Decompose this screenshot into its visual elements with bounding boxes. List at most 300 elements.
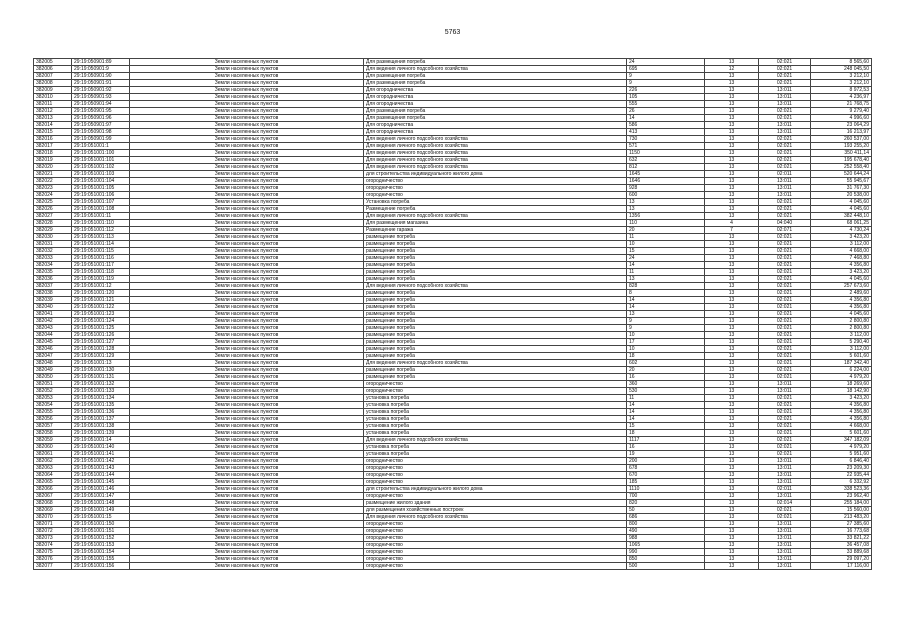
area-cell: 850 bbox=[627, 556, 705, 563]
cadastral-number-cell: 29:19:051001:110 bbox=[72, 220, 130, 227]
permitted-use-cell: Для ведения личного подсобного хозяйства bbox=[364, 437, 627, 444]
area-cell: 1110 bbox=[627, 486, 705, 493]
zone-cell: 13 bbox=[705, 80, 759, 87]
row-number-cell: 382014 bbox=[34, 122, 72, 129]
permitted-use-cell: Для размещения погреба bbox=[364, 73, 627, 80]
land-category-cell: Земли населенных пунктов bbox=[130, 542, 364, 549]
land-category-cell: Земли населенных пунктов bbox=[130, 430, 364, 437]
permitted-use-cell: размещение погреба bbox=[364, 297, 627, 304]
row-number-cell: 382023 bbox=[34, 185, 72, 192]
cadastral-number-cell: 29:19:051001:142 bbox=[72, 458, 130, 465]
land-category-cell: Земли населенных пунктов bbox=[130, 73, 364, 80]
cadastral-number-cell: 29:19:051001:139 bbox=[72, 430, 130, 437]
land-category-cell: Земли населенных пунктов bbox=[130, 360, 364, 367]
table-row bbox=[34, 220, 872, 227]
use-code-cell: 02:021 bbox=[759, 108, 811, 115]
area-cell: 10 bbox=[627, 346, 705, 353]
cadastral-number-cell: 29:19:051001:102 bbox=[72, 164, 130, 171]
permitted-use-cell: Для размещения погреба bbox=[364, 115, 627, 122]
area-cell: 1646 bbox=[627, 178, 705, 185]
use-code-cell: 02:021 bbox=[759, 507, 811, 514]
use-code-cell: 13:011 bbox=[759, 528, 811, 535]
use-code-cell: 13:011 bbox=[759, 465, 811, 472]
cadastral-value-cell: 257 673,60 bbox=[811, 283, 872, 290]
table-row bbox=[34, 136, 872, 143]
cadastral-value-cell: 6 846,40 bbox=[811, 458, 872, 465]
table-row bbox=[34, 248, 872, 255]
land-category-cell: Земли населенных пунктов bbox=[130, 129, 364, 136]
permitted-use-cell: огородничество bbox=[364, 479, 627, 486]
land-category-cell: Земли населенных пунктов bbox=[130, 122, 364, 129]
zone-cell: 13 bbox=[705, 192, 759, 199]
land-category-cell: Земли населенных пунктов bbox=[130, 388, 364, 395]
cadastral-number-cell: 29:19:051001:152 bbox=[72, 535, 130, 542]
cadastral-value-cell: 4 045,60 bbox=[811, 199, 872, 206]
area-cell: 8 bbox=[627, 290, 705, 297]
zone-cell: 13 bbox=[705, 248, 759, 255]
row-number-cell: 382043 bbox=[34, 325, 72, 332]
use-code-cell: 02:021 bbox=[759, 241, 811, 248]
table-row bbox=[34, 437, 872, 444]
zone-cell: 13 bbox=[705, 486, 759, 493]
permitted-use-cell: огородничество bbox=[364, 535, 627, 542]
row-number-cell: 382034 bbox=[34, 262, 72, 269]
cadastral-number-cell: 29:19:051001:125 bbox=[72, 325, 130, 332]
cadastral-value-cell: 187 342,40 bbox=[811, 360, 872, 367]
page-number: 5763 bbox=[444, 29, 461, 36]
table-row bbox=[34, 507, 872, 514]
zone-cell: 13 bbox=[705, 178, 759, 185]
land-category-cell: Земли населенных пунктов bbox=[130, 150, 364, 157]
land-category-cell: Земли населенных пунктов bbox=[130, 500, 364, 507]
zone-cell: 13 bbox=[705, 500, 759, 507]
cadastral-value-cell: 4 356,80 bbox=[811, 402, 872, 409]
permitted-use-cell: Для ведения личного подсобного хозяйства bbox=[364, 213, 627, 220]
zone-cell: 13 bbox=[705, 150, 759, 157]
area-cell: 1117 bbox=[627, 437, 705, 444]
permitted-use-cell: установка погреба bbox=[364, 395, 627, 402]
use-code-cell: 13:011 bbox=[759, 535, 811, 542]
cadastral-value-cell: 255 184,00 bbox=[811, 500, 872, 507]
use-code-cell: 02:021 bbox=[759, 59, 811, 66]
cadastral-number-cell: 29:19:051001:133 bbox=[72, 388, 130, 395]
table-row bbox=[34, 381, 872, 388]
cadastral-number-cell: 29:19:051001:127 bbox=[72, 339, 130, 346]
cadastral-number-cell: 29:19:051001:119 bbox=[72, 276, 130, 283]
area-cell: 1356 bbox=[627, 213, 705, 220]
table-row bbox=[34, 241, 872, 248]
row-number-cell: 382063 bbox=[34, 465, 72, 472]
table-row bbox=[34, 178, 872, 185]
table-row bbox=[34, 143, 872, 150]
area-cell: 10 bbox=[627, 332, 705, 339]
cadastral-number-cell: 29:19:050901:92 bbox=[72, 87, 130, 94]
table-row bbox=[34, 59, 872, 66]
cadastral-value-cell: 18 142,90 bbox=[811, 388, 872, 395]
land-category-cell: Земли населенных пунктов bbox=[130, 66, 364, 73]
row-number-cell: 382031 bbox=[34, 241, 72, 248]
land-category-cell: Земли населенных пунктов bbox=[130, 437, 364, 444]
cadastral-number-cell: 29:19:051001:117 bbox=[72, 262, 130, 269]
area-cell: 1150 bbox=[627, 150, 705, 157]
land-category-cell: Земли населенных пунктов bbox=[130, 381, 364, 388]
cadastral-value-cell: 6 332,92 bbox=[811, 479, 872, 486]
land-category-cell: Земли населенных пунктов bbox=[130, 444, 364, 451]
table-row bbox=[34, 206, 872, 213]
permitted-use-cell: установка погреба bbox=[364, 451, 627, 458]
cadastral-value-cell: 3 212,10 bbox=[811, 80, 872, 87]
zone-cell: 13 bbox=[705, 311, 759, 318]
use-code-cell: 13:011 bbox=[759, 185, 811, 192]
use-code-cell: 02:021 bbox=[759, 374, 811, 381]
land-category-cell: Земли населенных пунктов bbox=[130, 157, 364, 164]
land-category-cell: Земли населенных пунктов bbox=[130, 318, 364, 325]
cadastral-value-cell: 520 644,24 bbox=[811, 171, 872, 178]
row-number-cell: 382067 bbox=[34, 493, 72, 500]
land-category-cell: Земли населенных пунктов bbox=[130, 80, 364, 87]
cadastral-value-cell: 17 116,00 bbox=[811, 563, 872, 570]
permitted-use-cell: размещение погреба bbox=[364, 311, 627, 318]
use-code-cell: 02:021 bbox=[759, 444, 811, 451]
permitted-use-cell: Для ведения личного подсобного хозяйства bbox=[364, 164, 627, 171]
cadastral-value-cell: 23 962,40 bbox=[811, 493, 872, 500]
use-code-cell: 13:011 bbox=[759, 458, 811, 465]
table-row bbox=[34, 227, 872, 234]
row-number-cell: 382064 bbox=[34, 472, 72, 479]
cadastral-number-cell: 29:19:050901:97 bbox=[72, 122, 130, 129]
cadastral-value-cell: 4 356,80 bbox=[811, 416, 872, 423]
cadastral-value-cell: 4 996,60 bbox=[811, 115, 872, 122]
permitted-use-cell: огородничество bbox=[364, 549, 627, 556]
cadastral-number-cell: 29:19:051001:103 bbox=[72, 171, 130, 178]
cadastral-number-cell: 29:19:051001:155 bbox=[72, 556, 130, 563]
use-code-cell: 02:021 bbox=[759, 276, 811, 283]
zone-cell: 13 bbox=[705, 374, 759, 381]
row-number-cell: 382050 bbox=[34, 374, 72, 381]
land-category-cell: Земли населенных пунктов bbox=[130, 164, 364, 171]
use-code-cell: 02:011 bbox=[759, 486, 811, 493]
cadastral-number-cell: 29:19:051001:136 bbox=[72, 409, 130, 416]
use-code-cell: 02:021 bbox=[759, 262, 811, 269]
use-code-cell: 13:011 bbox=[759, 556, 811, 563]
land-category-cell: Земли населенных пунктов bbox=[130, 332, 364, 339]
cadastral-value-cell: 347 182,09 bbox=[811, 437, 872, 444]
permitted-use-cell: Для огородничества bbox=[364, 94, 627, 101]
use-code-cell: 02:021 bbox=[759, 416, 811, 423]
zone-cell: 13 bbox=[705, 472, 759, 479]
cadastral-value-cell: 4 356,80 bbox=[811, 304, 872, 311]
zone-cell: 13 bbox=[705, 458, 759, 465]
permitted-use-cell: огородничество bbox=[364, 528, 627, 535]
table-row bbox=[34, 528, 872, 535]
row-number-cell: 382070 bbox=[34, 514, 72, 521]
land-category-cell: Земли населенных пунктов bbox=[130, 262, 364, 269]
row-number-cell: 382028 bbox=[34, 220, 72, 227]
cadastral-number-cell: 29:19:051001:13 bbox=[72, 360, 130, 367]
cadastral-value-cell: 29 097,20 bbox=[811, 556, 872, 563]
zone-cell: 13 bbox=[705, 276, 759, 283]
permitted-use-cell: размещение погреба bbox=[364, 374, 627, 381]
row-number-cell: 382005 bbox=[34, 59, 72, 66]
area-cell: 1645 bbox=[627, 171, 705, 178]
land-category-cell: Земли населенных пунктов bbox=[130, 353, 364, 360]
cadastral-number-cell: 29:19:051001:100 bbox=[72, 150, 130, 157]
zone-cell: 13 bbox=[705, 143, 759, 150]
table-row bbox=[34, 122, 872, 129]
permitted-use-cell: огородничество bbox=[364, 381, 627, 388]
table-row bbox=[34, 556, 872, 563]
table-row bbox=[34, 87, 872, 94]
cadastral-value-cell: 4 668,00 bbox=[811, 423, 872, 430]
cadastral-value-cell: 15 560,00 bbox=[811, 507, 872, 514]
cadastral-number-cell: 29:19:051001:1 bbox=[72, 143, 130, 150]
row-number-cell: 382035 bbox=[34, 269, 72, 276]
use-code-cell: 02:021 bbox=[759, 430, 811, 437]
cadastral-value-cell: 3 112,00 bbox=[811, 241, 872, 248]
table-row bbox=[34, 192, 872, 199]
area-cell: 185 bbox=[627, 479, 705, 486]
land-category-cell: Земли населенных пунктов bbox=[130, 255, 364, 262]
land-category-cell: Земли населенных пунктов bbox=[130, 549, 364, 556]
use-code-cell: 02:021 bbox=[759, 143, 811, 150]
use-code-cell: 02:021 bbox=[759, 304, 811, 311]
permitted-use-cell: Для ведения личного подсобного хозяйства bbox=[364, 136, 627, 143]
table-body bbox=[34, 59, 872, 570]
row-number-cell: 382018 bbox=[34, 150, 72, 157]
land-category-cell: Земли населенных пунктов bbox=[130, 402, 364, 409]
use-code-cell: 02:021 bbox=[759, 66, 811, 73]
area-cell: 730 bbox=[627, 136, 705, 143]
area-cell: 24 bbox=[627, 59, 705, 66]
zone-cell: 13 bbox=[705, 241, 759, 248]
table-row bbox=[34, 157, 872, 164]
permitted-use-cell: для строительства индивидуального жилого дома bbox=[364, 486, 627, 493]
permitted-use-cell: Размещение гаража bbox=[364, 227, 627, 234]
permitted-use-cell: Для ведения личного подсобного хозяйства bbox=[364, 283, 627, 290]
use-code-cell: 02:021 bbox=[759, 311, 811, 318]
table-row bbox=[34, 367, 872, 374]
table-row bbox=[34, 451, 872, 458]
use-code-cell: 13:011 bbox=[759, 493, 811, 500]
area-cell: 812 bbox=[627, 164, 705, 171]
area-cell: 360 bbox=[627, 381, 705, 388]
use-code-cell: 04:040 bbox=[759, 220, 811, 227]
use-code-cell: 02:021 bbox=[759, 255, 811, 262]
zone-cell: 13 bbox=[705, 395, 759, 402]
table-row bbox=[34, 213, 872, 220]
area-cell: 26 bbox=[627, 108, 705, 115]
row-number-cell: 382040 bbox=[34, 304, 72, 311]
row-number-cell: 382012 bbox=[34, 108, 72, 115]
land-category-cell: Земли населенных пунктов bbox=[130, 521, 364, 528]
area-cell: 14 bbox=[627, 262, 705, 269]
cadastral-value-cell: 6 224,00 bbox=[811, 367, 872, 374]
permitted-use-cell: размещение погреба bbox=[364, 325, 627, 332]
area-cell: 555 bbox=[627, 101, 705, 108]
table-row bbox=[34, 66, 872, 73]
area-cell: 14 bbox=[627, 402, 705, 409]
permitted-use-cell: Для ведения личного подсобного хозяйства bbox=[364, 150, 627, 157]
cadastral-value-cell: 5 601,60 bbox=[811, 430, 872, 437]
permitted-use-cell: установка погреба bbox=[364, 423, 627, 430]
land-category-cell: Земли населенных пунктов bbox=[130, 290, 364, 297]
permitted-use-cell: размещение жилого здания bbox=[364, 500, 627, 507]
row-number-cell: 382065 bbox=[34, 479, 72, 486]
row-number-cell: 382013 bbox=[34, 115, 72, 122]
permitted-use-cell: размещение погреба bbox=[364, 255, 627, 262]
area-cell: 530 bbox=[627, 388, 705, 395]
use-code-cell: 02:021 bbox=[759, 283, 811, 290]
land-category-cell: Земли населенных пунктов bbox=[130, 311, 364, 318]
row-number-cell: 382032 bbox=[34, 248, 72, 255]
permitted-use-cell: Для огородничества bbox=[364, 129, 627, 136]
cadastral-number-cell: 29:19:051001:131 bbox=[72, 374, 130, 381]
permitted-use-cell: размещение погреба bbox=[364, 332, 627, 339]
table-row bbox=[34, 290, 872, 297]
table-row bbox=[34, 171, 872, 178]
cadastral-number-cell: 29:19:051001:151 bbox=[72, 528, 130, 535]
area-cell: 9 bbox=[627, 73, 705, 80]
land-category-cell: Земли населенных пунктов bbox=[130, 472, 364, 479]
use-code-cell: 02:021 bbox=[759, 332, 811, 339]
cadastral-value-cell: 23 209,30 bbox=[811, 465, 872, 472]
zone-cell: 13 bbox=[705, 325, 759, 332]
permitted-use-cell: огородничество bbox=[364, 458, 627, 465]
land-category-cell: Земли населенных пунктов bbox=[130, 199, 364, 206]
zone-cell: 13 bbox=[705, 430, 759, 437]
land-category-cell: Земли населенных пунктов bbox=[130, 325, 364, 332]
row-number-cell: 382055 bbox=[34, 409, 72, 416]
row-number-cell: 382027 bbox=[34, 213, 72, 220]
land-category-cell: Земли населенных пунктов bbox=[130, 115, 364, 122]
table-row bbox=[34, 115, 872, 122]
table-row bbox=[34, 108, 872, 115]
cadastral-number-cell: 29:19:051001:145 bbox=[72, 479, 130, 486]
row-number-cell: 382047 bbox=[34, 353, 72, 360]
permitted-use-cell: Для размещения погреба bbox=[364, 108, 627, 115]
cadastral-number-cell: 29:19:050901:94 bbox=[72, 101, 130, 108]
permitted-use-cell: Для размещения погреба bbox=[364, 59, 627, 66]
cadastral-number-cell: 29:19:051001:138 bbox=[72, 423, 130, 430]
table-row bbox=[34, 199, 872, 206]
zone-cell: 13 bbox=[705, 255, 759, 262]
area-cell: 602 bbox=[627, 360, 705, 367]
row-number-cell: 382060 bbox=[34, 444, 72, 451]
cadastral-number-cell: 29:19:051001:12 bbox=[72, 283, 130, 290]
permitted-use-cell: размещение погреба bbox=[364, 262, 627, 269]
land-category-cell: Земли населенных пунктов bbox=[130, 59, 364, 66]
zone-cell: 13 bbox=[705, 157, 759, 164]
permitted-use-cell: огородничество bbox=[364, 493, 627, 500]
land-category-cell: Земли населенных пунктов bbox=[130, 395, 364, 402]
table-row bbox=[34, 101, 872, 108]
table-row bbox=[34, 262, 872, 269]
use-code-cell: 02:021 bbox=[759, 423, 811, 430]
permitted-use-cell: Для огородничества bbox=[364, 122, 627, 129]
row-number-cell: 382029 bbox=[34, 227, 72, 234]
area-cell: 700 bbox=[627, 493, 705, 500]
area-cell: 800 bbox=[627, 521, 705, 528]
cadastral-value-cell: 31 767,30 bbox=[811, 185, 872, 192]
land-category-cell: Земли населенных пунктов bbox=[130, 269, 364, 276]
use-code-cell: 02:021 bbox=[759, 213, 811, 220]
cadastral-number-cell: 29:19:051001:147 bbox=[72, 493, 130, 500]
zone-cell: 13 bbox=[705, 479, 759, 486]
use-code-cell: 13:011 bbox=[759, 472, 811, 479]
table-row bbox=[34, 423, 872, 430]
table-row bbox=[34, 269, 872, 276]
use-code-cell: 13:011 bbox=[759, 381, 811, 388]
land-category-cell: Земли населенных пунктов bbox=[130, 367, 364, 374]
zone-cell: 13 bbox=[705, 59, 759, 66]
use-code-cell: 02:021 bbox=[759, 150, 811, 157]
cadastral-value-cell: 4 668,00 bbox=[811, 248, 872, 255]
cadastral-number-cell: 29:19:050901:89 bbox=[72, 59, 130, 66]
permitted-use-cell: огородничество bbox=[364, 185, 627, 192]
area-cell: 13 bbox=[627, 206, 705, 213]
use-code-cell: 02:021 bbox=[759, 318, 811, 325]
land-category-cell: Земли населенных пунктов bbox=[130, 339, 364, 346]
permitted-use-cell: Для ведения личного подсобного хозяйства bbox=[364, 514, 627, 521]
cadastral-number-cell: 29:19:051001:116 bbox=[72, 255, 130, 262]
table-row bbox=[34, 129, 872, 136]
zone-cell: 13 bbox=[705, 402, 759, 409]
table-row bbox=[34, 360, 872, 367]
row-number-cell: 382038 bbox=[34, 290, 72, 297]
table-row bbox=[34, 479, 872, 486]
cadastral-value-cell: 20 538,00 bbox=[811, 192, 872, 199]
row-number-cell: 382068 bbox=[34, 500, 72, 507]
zone-cell: 13 bbox=[705, 521, 759, 528]
row-number-cell: 382019 bbox=[34, 157, 72, 164]
cadastral-value-cell: 3 112,00 bbox=[811, 332, 872, 339]
land-category-cell: Земли населенных пунктов bbox=[130, 304, 364, 311]
row-number-cell: 382017 bbox=[34, 143, 72, 150]
zone-cell: 13 bbox=[705, 206, 759, 213]
cadastral-value-cell: 4 979,20 bbox=[811, 374, 872, 381]
area-cell: 105 bbox=[627, 94, 705, 101]
cadastral-value-cell: 5 951,60 bbox=[811, 451, 872, 458]
row-number-cell: 382054 bbox=[34, 402, 72, 409]
zone-cell: 13 bbox=[705, 465, 759, 472]
table-row bbox=[34, 535, 872, 542]
row-number-cell: 382015 bbox=[34, 129, 72, 136]
use-code-cell: 02:021 bbox=[759, 402, 811, 409]
land-category-cell: Земли населенных пунктов bbox=[130, 283, 364, 290]
land-category-cell: Земли населенных пунктов bbox=[130, 416, 364, 423]
area-cell: 11 bbox=[627, 234, 705, 241]
zone-cell: 13 bbox=[705, 318, 759, 325]
row-number-cell: 382042 bbox=[34, 318, 72, 325]
cadastral-value-cell: 4 236,97 bbox=[811, 94, 872, 101]
area-cell: 20 bbox=[627, 367, 705, 374]
cadastral-number-cell: 29:19:051001:146 bbox=[72, 486, 130, 493]
row-number-cell: 382069 bbox=[34, 507, 72, 514]
land-category-cell: Земли населенных пунктов bbox=[130, 220, 364, 227]
cadastral-value-cell: 33 821,22 bbox=[811, 535, 872, 542]
use-code-cell: 13:011 bbox=[759, 178, 811, 185]
use-code-cell: 13:011 bbox=[759, 94, 811, 101]
land-category-cell: Земли населенных пунктов bbox=[130, 94, 364, 101]
use-code-cell: 13:011 bbox=[759, 87, 811, 94]
cadastral-number-cell: 29:19:051001:156 bbox=[72, 563, 130, 570]
use-code-cell: 02:021 bbox=[759, 367, 811, 374]
use-code-cell: 02:014 bbox=[759, 500, 811, 507]
land-category-cell: Земли населенных пунктов bbox=[130, 87, 364, 94]
area-cell: 14 bbox=[627, 297, 705, 304]
zone-cell: 13 bbox=[705, 556, 759, 563]
permitted-use-cell: Для размещения магазина bbox=[364, 220, 627, 227]
